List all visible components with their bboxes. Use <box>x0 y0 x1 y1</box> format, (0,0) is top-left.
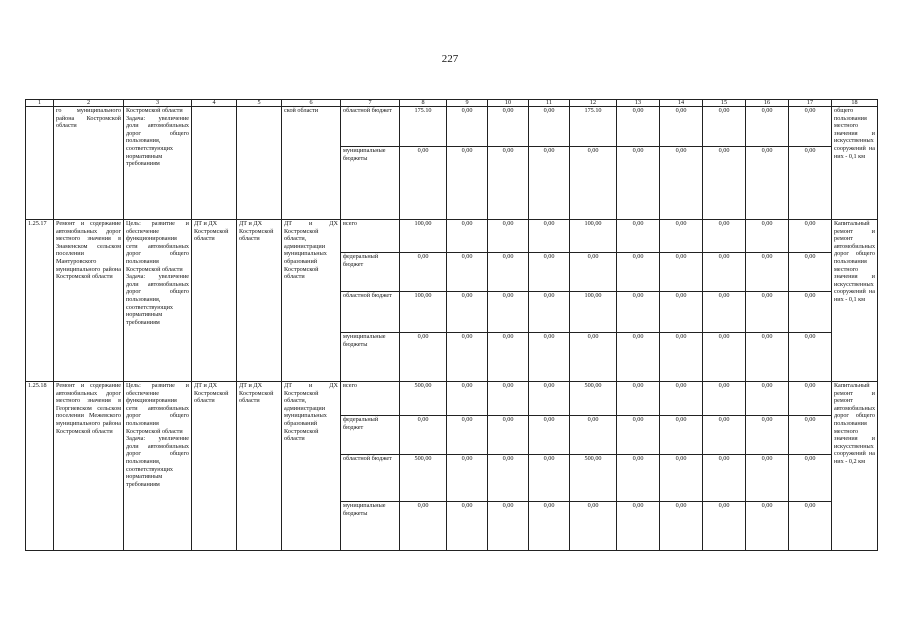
amount-cell: 100,00 <box>400 292 447 333</box>
responsible-col5 <box>237 107 282 220</box>
amount-cell: 0,00 <box>400 416 447 455</box>
amount-cell: 0,00 <box>447 253 488 292</box>
amount-cell: 0,00 <box>660 455 703 502</box>
amount-cell: 0,00 <box>400 333 447 382</box>
amount-cell: 0,00 <box>789 455 832 502</box>
funding-source: федеральный бюджет <box>341 416 400 455</box>
amount-cell: 0,00 <box>746 382 789 416</box>
column-number: 5 <box>237 100 282 107</box>
amount-cell: 0,00 <box>746 455 789 502</box>
amount-cell: 0,00 <box>789 333 832 382</box>
table-row <box>26 220 878 253</box>
table-row <box>26 107 878 147</box>
amount-cell: 0,00 <box>660 416 703 455</box>
amount-cell: 0,00 <box>660 333 703 382</box>
amount-cell: 0,00 <box>789 382 832 416</box>
amount-cell: 0,00 <box>617 220 660 253</box>
amount-cell: 0,00 <box>488 292 529 333</box>
program-table <box>25 99 878 551</box>
amount-cell: 0,00 <box>789 416 832 455</box>
item-name: Ремонт и содержание автомобильных дорог местного значения в Знаменском сельском поселении Мантуровского муниципального района Костромской области <box>54 220 124 382</box>
item-goal: Цель: развитие и обеспечение функционирования сети автомобильных дорог общего пользования Костромской области Задача: увеличение доли автомобильных дорог общего пользования, соответствующих нормативным требованиям <box>124 220 192 382</box>
item-goal: Цель: развитие и обеспечение функционирования сети автомобильных дорог общего пользования Костромской области Задача: увеличение доли автомобильных дорог общего пользования, соответствующих нормативным требованиям <box>124 382 192 551</box>
amount-cell: 0,00 <box>488 333 529 382</box>
item-name: Ремонт и содержание автомобильных дорог местного значения в Георгиевском сельском поселении Межевского муниципального района Костромской области <box>54 382 124 551</box>
amount-cell: 0,00 <box>447 416 488 455</box>
amount-cell: 0,00 <box>447 292 488 333</box>
amount-cell: 0,00 <box>447 147 488 220</box>
column-number: 10 <box>488 100 529 107</box>
amount-cell: 0,00 <box>746 147 789 220</box>
amount-cell: 0,00 <box>617 382 660 416</box>
funding-source: муниципальные бюджеты <box>341 502 400 551</box>
funding-source: областной бюджет <box>341 107 400 147</box>
amount-cell: 0,00 <box>746 292 789 333</box>
executor: ДТ и ДХ Костромской области, администрации муниципальных образований Костромской области <box>282 382 341 551</box>
amount-cell: 0,00 <box>660 292 703 333</box>
amount-cell: 0,00 <box>570 147 617 220</box>
amount-cell: 0,00 <box>617 455 660 502</box>
amount-cell: 0,00 <box>529 107 570 147</box>
column-number: 17 <box>789 100 832 107</box>
amount-cell: 0,00 <box>488 455 529 502</box>
page-number: 227 <box>441 53 459 65</box>
amount-cell: 0,00 <box>660 502 703 551</box>
amount-cell: 0,00 <box>488 220 529 253</box>
amount-cell: 0,00 <box>746 416 789 455</box>
amount-cell: 0,00 <box>529 416 570 455</box>
amount-cell: 0,00 <box>617 107 660 147</box>
amount-cell: 0,00 <box>529 253 570 292</box>
amount-cell: 500,00 <box>400 455 447 502</box>
amount-cell: 0,00 <box>570 416 617 455</box>
column-number: 9 <box>447 100 488 107</box>
amount-cell: 0,00 <box>703 416 746 455</box>
amount-cell: 0,00 <box>617 416 660 455</box>
amount-cell: 0,00 <box>703 382 746 416</box>
item-number: 1.25.17 <box>26 220 54 382</box>
amount-cell: 0,00 <box>529 147 570 220</box>
amount-cell: 0,00 <box>660 382 703 416</box>
amount-cell: 0,00 <box>400 502 447 551</box>
amount-cell: 0,00 <box>529 382 570 416</box>
table-row <box>26 382 878 416</box>
amount-cell: 0,00 <box>703 107 746 147</box>
responsible-col5: ДТ и ДХ Костромской области <box>237 382 282 551</box>
amount-cell: 0,00 <box>570 253 617 292</box>
amount-cell: 0,00 <box>488 253 529 292</box>
expected-result: общего пользования местного значения и искусственных сооружений на них - 0,1 км <box>832 107 878 220</box>
column-number: 16 <box>746 100 789 107</box>
amount-cell: 500,00 <box>570 455 617 502</box>
funding-source: федеральный бюджет <box>341 253 400 292</box>
column-number: 7 <box>341 100 400 107</box>
amount-cell: 0,00 <box>703 292 746 333</box>
amount-cell: 0,00 <box>746 502 789 551</box>
funding-source: муниципальные бюджеты <box>341 333 400 382</box>
expected-result: Капитальный ремонт и ремонт автомобильных дорог общего пользования местного значения и искусственных сооружений на них - 0,1 км <box>832 220 878 382</box>
amount-cell: 0,00 <box>488 107 529 147</box>
amount-cell: 0,00 <box>789 220 832 253</box>
funding-source: муниципальные бюджеты <box>341 147 400 220</box>
amount-cell: 0,00 <box>570 502 617 551</box>
column-number: 2 <box>54 100 124 107</box>
amount-cell: 0,00 <box>529 333 570 382</box>
column-number: 11 <box>529 100 570 107</box>
amount-cell: 100,00 <box>400 220 447 253</box>
amount-cell: 0,00 <box>703 455 746 502</box>
column-number: 15 <box>703 100 746 107</box>
amount-cell: 0,00 <box>447 455 488 502</box>
amount-cell: 0,00 <box>570 333 617 382</box>
amount-cell: 0,00 <box>746 220 789 253</box>
column-number: 8 <box>400 100 447 107</box>
amount-cell: 0,00 <box>529 455 570 502</box>
responsible-col4: ДТ и ДХ Костромской области <box>192 382 237 551</box>
amount-cell: 175.10 <box>570 107 617 147</box>
amount-cell: 0,00 <box>660 253 703 292</box>
amount-cell: 0,00 <box>703 147 746 220</box>
amount-cell: 0,00 <box>746 107 789 147</box>
amount-cell: 0,00 <box>529 502 570 551</box>
column-number: 3 <box>124 100 192 107</box>
amount-cell: 0,00 <box>660 220 703 253</box>
amount-cell: 175.10 <box>400 107 447 147</box>
amount-cell: 500,00 <box>400 382 447 416</box>
amount-cell: 0,00 <box>529 292 570 333</box>
responsible-col4: ДТ и ДХ Костромской области <box>192 220 237 382</box>
expected-result: Капитальный ремонт и ремонт автомобильных дорог общего пользования местного значения и искусственных сооружений на них - 0,2 км <box>832 382 878 551</box>
item-goal: Костромской области Задача: увеличение доли автомобильных дорог общего пользования, соответствующих нормативным требованиям <box>124 107 192 220</box>
column-number: 1 <box>26 100 54 107</box>
amount-cell: 0,00 <box>617 253 660 292</box>
amount-cell: 0,00 <box>617 333 660 382</box>
amount-cell: 100,00 <box>570 292 617 333</box>
amount-cell: 0,00 <box>789 292 832 333</box>
amount-cell: 0,00 <box>447 382 488 416</box>
amount-cell: 0,00 <box>447 333 488 382</box>
executor: ДТ и ДХ Костромской области, администрации муниципальных образований Костромской области <box>282 220 341 382</box>
item-number: 1.25.18 <box>26 382 54 551</box>
column-number: 18 <box>832 100 878 107</box>
amount-cell: 0,00 <box>488 382 529 416</box>
executor: ской области <box>282 107 341 220</box>
amount-cell: 0,00 <box>529 220 570 253</box>
amount-cell: 0,00 <box>789 107 832 147</box>
amount-cell: 0,00 <box>746 253 789 292</box>
responsible-col5: ДТ и ДХ Костромской области <box>237 220 282 382</box>
column-number: 14 <box>660 100 703 107</box>
amount-cell: 0,00 <box>617 292 660 333</box>
amount-cell: 0,00 <box>789 253 832 292</box>
amount-cell: 0,00 <box>703 253 746 292</box>
funding-source: областной бюджет <box>341 292 400 333</box>
amount-cell: 0,00 <box>488 147 529 220</box>
column-number-row <box>26 100 878 107</box>
amount-cell: 0,00 <box>617 502 660 551</box>
amount-cell: 0,00 <box>617 147 660 220</box>
amount-cell: 0,00 <box>447 107 488 147</box>
column-number: 4 <box>192 100 237 107</box>
amount-cell: 0,00 <box>703 502 746 551</box>
amount-cell: 0,00 <box>660 147 703 220</box>
funding-source: областной бюджет <box>341 455 400 502</box>
amount-cell: 0,00 <box>447 220 488 253</box>
amount-cell: 0,00 <box>488 502 529 551</box>
amount-cell: 500,00 <box>570 382 617 416</box>
column-number: 13 <box>617 100 660 107</box>
responsible-col4 <box>192 107 237 220</box>
funding-source: всего <box>341 382 400 416</box>
amount-cell: 0,00 <box>400 147 447 220</box>
amount-cell: 0,00 <box>447 502 488 551</box>
funding-source: всего <box>341 220 400 253</box>
amount-cell: 0,00 <box>746 333 789 382</box>
amount-cell: 0,00 <box>488 416 529 455</box>
amount-cell: 0,00 <box>789 147 832 220</box>
amount-cell: 0,00 <box>703 333 746 382</box>
column-number: 6 <box>282 100 341 107</box>
item-number <box>26 107 54 220</box>
amount-cell: 0,00 <box>400 253 447 292</box>
amount-cell: 0,00 <box>789 502 832 551</box>
column-number: 12 <box>570 100 617 107</box>
amount-cell: 0,00 <box>660 107 703 147</box>
amount-cell: 100,00 <box>570 220 617 253</box>
amount-cell: 0,00 <box>703 220 746 253</box>
item-name: го муниципального района Костромской области <box>54 107 124 220</box>
